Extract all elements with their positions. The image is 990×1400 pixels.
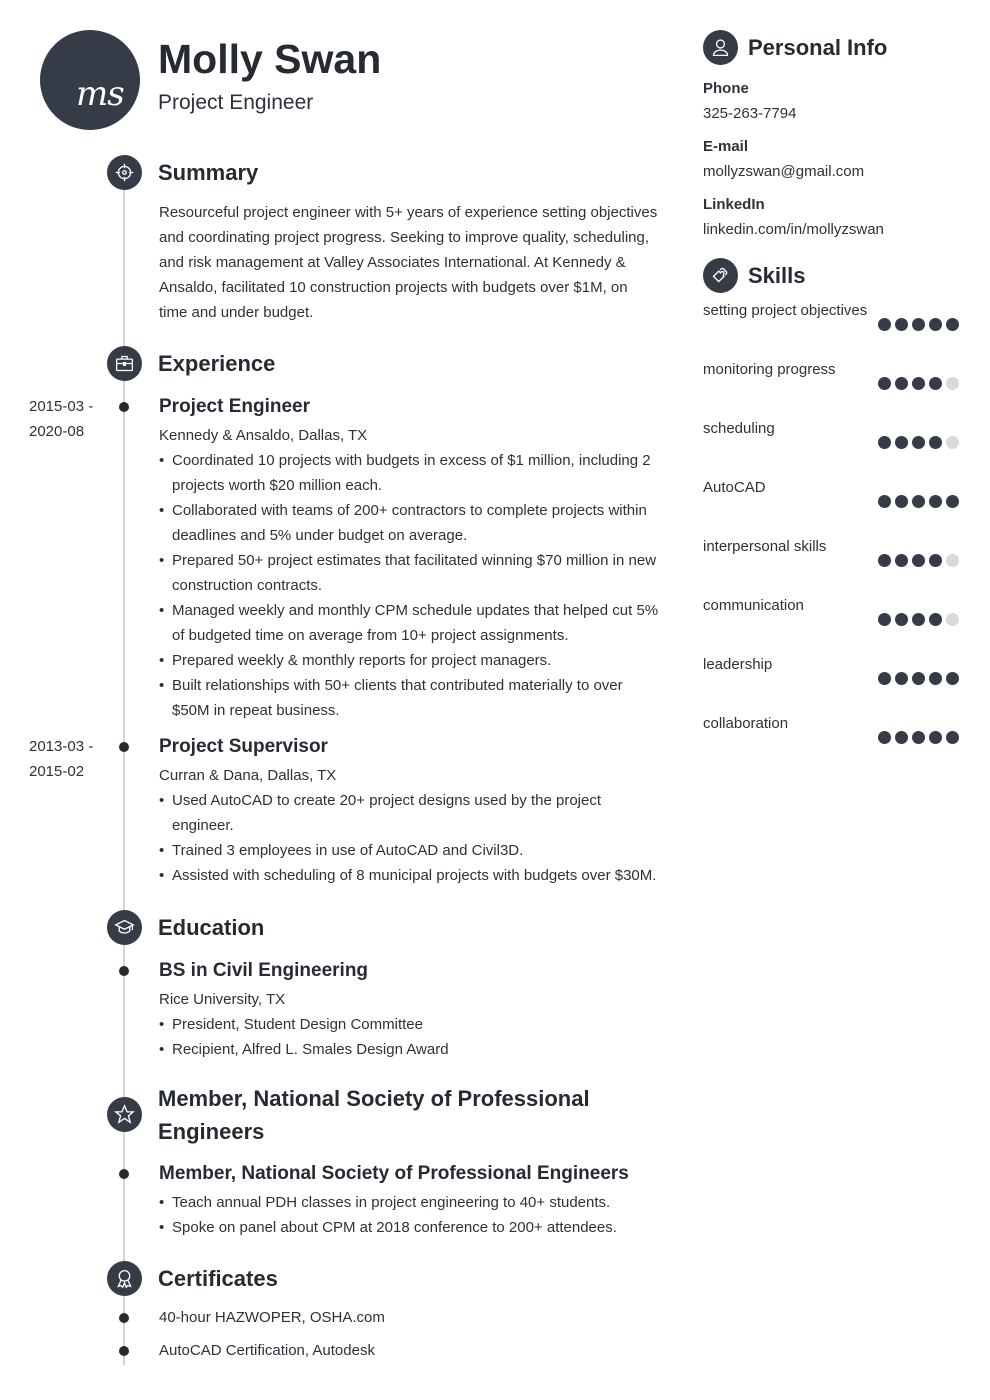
membership-heading: Member, National Society of Professional Engineers — [158, 1086, 590, 1144]
job-bullet: • Prepared 50+ project estimates that facilitated winning $70 million in new construction contracts. — [159, 548, 660, 598]
email-label: E-mail — [703, 138, 749, 155]
rating-dot-filled — [929, 377, 942, 390]
timeline-dot — [119, 1346, 129, 1356]
rating-dot-filled — [878, 554, 891, 567]
job-company: Curran & Dana, Dallas, TX — [159, 767, 337, 784]
rating-dot-filled — [946, 495, 959, 508]
linkedin-value: linkedin.com/in/mollyzswan — [703, 221, 884, 238]
rating-dot-filled — [912, 554, 925, 567]
timeline-dot — [119, 966, 129, 976]
skill-item — [703, 298, 963, 357]
experience-heading: Experience — [158, 351, 276, 376]
rating-dot-filled — [929, 318, 942, 331]
skill-rating — [878, 436, 959, 449]
skill-rating — [878, 672, 959, 685]
rating-dot-filled — [878, 672, 891, 685]
rating-dot-empty — [946, 613, 959, 626]
membership-section — [0, 1081, 670, 1240]
rating-dot-filled — [912, 495, 925, 508]
certificate-name: AutoCAD Certification, Autodesk — [159, 1342, 375, 1359]
linkedin-label: LinkedIn — [703, 196, 765, 213]
rating-dot-filled — [912, 377, 925, 390]
rating-dot-filled — [895, 613, 908, 626]
skill-name: leadership — [703, 656, 773, 673]
job-bullet: • Used AutoCAD to create 20+ project designs used by the project engineer. — [159, 788, 660, 838]
certificates-heading: Certificates — [158, 1266, 278, 1291]
graduation-cap-icon — [107, 910, 142, 945]
job-entry — [29, 734, 660, 888]
skill-item — [703, 475, 963, 534]
rating-dot-filled — [878, 436, 891, 449]
skill-rating — [878, 495, 959, 508]
rating-dot-empty — [946, 377, 959, 390]
job-date: 2013-03 - 2015-02 — [29, 738, 94, 780]
rating-dot-filled — [929, 731, 942, 744]
school: Rice University, TX — [159, 991, 286, 1008]
membership-title: Member, National Society of Professional Engineers — [159, 1163, 629, 1184]
job-bullet: • Assisted with scheduling of 8 municipal projects with budgets over $30M. — [159, 863, 660, 888]
rating-dot-filled — [929, 613, 942, 626]
summary-heading: Summary — [158, 160, 259, 185]
experience-section — [0, 346, 670, 888]
rating-dot-filled — [878, 613, 891, 626]
rating-dot-filled — [929, 672, 942, 685]
rating-dot-filled — [912, 672, 925, 685]
skill-item — [703, 711, 963, 770]
rating-dot-filled — [895, 495, 908, 508]
puzzle-icon — [703, 258, 738, 293]
rating-dot-empty — [946, 554, 959, 567]
job-entry — [29, 394, 660, 723]
job-date: 2015-03 - 2020-08 — [29, 398, 94, 440]
membership-bullet: • Teach annual PDH classes in project engineering to 40+ students. — [159, 1190, 660, 1215]
rating-dot-filled — [895, 554, 908, 567]
skill-name: AutoCAD — [703, 479, 766, 496]
membership-bullet: • Spoke on panel about CPM at 2018 conference to 200+ attendees. — [159, 1215, 660, 1240]
rating-dot-filled — [878, 318, 891, 331]
timeline-dot — [119, 742, 129, 752]
skill-rating — [878, 554, 959, 567]
rating-dot-filled — [929, 495, 942, 508]
rating-dot-filled — [912, 613, 925, 626]
job-bullet: • Coordinated 10 projects with budgets in excess of $1 million, including 2 projects worth $20 million each. — [159, 448, 660, 498]
rating-dot-filled — [946, 731, 959, 744]
education-heading: Education — [158, 915, 265, 940]
rating-dot-filled — [895, 731, 908, 744]
job-title: Project Supervisor — [159, 736, 328, 757]
candidate-name: Molly Swan — [158, 36, 382, 82]
star-icon — [107, 1097, 142, 1132]
rating-dot-filled — [878, 495, 891, 508]
target-icon — [107, 155, 142, 190]
rating-dot-filled — [946, 672, 959, 685]
person-icon — [703, 30, 738, 65]
certificate-name: 40-hour HAZWOPER, OSHA.com — [159, 1309, 385, 1326]
skill-rating — [878, 731, 959, 744]
rating-dot-filled — [912, 731, 925, 744]
job-company: Kennedy & Ansaldo, Dallas, TX — [159, 427, 368, 444]
email-value: mollyzswan@gmail.com — [703, 163, 865, 180]
skill-item — [703, 652, 963, 711]
skill-name: collaboration — [703, 715, 789, 732]
job-title: Project Engineer — [159, 396, 310, 417]
education-bullet: • President, Student Design Committee — [159, 1012, 660, 1037]
rating-dot-filled — [895, 318, 908, 331]
timeline-dot — [119, 1169, 129, 1179]
phone-label: Phone — [703, 80, 749, 97]
rating-dot-filled — [912, 436, 925, 449]
degree: BS in Civil Engineering — [159, 960, 369, 981]
job-bullet: • Built relationships with 50+ clients that contributed materially to over $50M in repeat business. — [159, 673, 660, 723]
skill-item — [703, 357, 963, 416]
personal-info-heading: Personal Info — [748, 35, 888, 60]
certificate-item — [159, 1305, 660, 1330]
skill-name: setting project objectives — [703, 302, 868, 319]
rating-dot-empty — [946, 436, 959, 449]
candidate-title: Project Engineer — [158, 91, 314, 114]
certificates-section — [0, 1261, 670, 1363]
job-bullet: • Managed weekly and monthly CPM schedule updates that helped cut 5% of budgeted time on average from 10+ project assignments. — [159, 598, 660, 648]
sidebar — [703, 30, 963, 770]
award-ribbon-icon — [107, 1261, 142, 1296]
skill-item — [703, 416, 963, 475]
education-bullet: • Recipient, Alfred L. Smales Design Award — [159, 1037, 660, 1062]
rating-dot-filled — [895, 436, 908, 449]
skill-name: scheduling — [703, 420, 775, 437]
rating-dot-filled — [946, 318, 959, 331]
membership-entry — [159, 1161, 660, 1240]
timeline-dot — [119, 1313, 129, 1323]
skill-rating — [878, 613, 959, 626]
avatar-initials: ms — [76, 74, 124, 114]
skill-name: interpersonal skills — [703, 538, 827, 555]
education-section — [0, 910, 670, 1062]
summary-section — [0, 155, 670, 325]
rating-dot-filled — [878, 731, 891, 744]
rating-dot-filled — [895, 377, 908, 390]
job-bullet: • Trained 3 employees in use of AutoCAD and Civil3D. — [159, 838, 660, 863]
phone-value: 325-263-7794 — [703, 105, 797, 122]
job-bullet: • Collaborated with teams of 200+ contractors to complete projects within deadlines and 5% under budget on average. — [159, 498, 660, 548]
skill-item — [703, 593, 963, 652]
skill-item — [703, 534, 963, 593]
skill-rating — [878, 377, 959, 390]
briefcase-icon — [107, 346, 142, 381]
skill-rating — [878, 318, 959, 331]
rating-dot-filled — [895, 672, 908, 685]
rating-dot-filled — [878, 377, 891, 390]
skills-heading: Skills — [748, 263, 806, 288]
skills-list — [703, 298, 963, 770]
rating-dot-filled — [929, 554, 942, 567]
rating-dot-filled — [929, 436, 942, 449]
avatar — [40, 30, 140, 130]
timeline-dot — [119, 402, 129, 412]
rating-dot-filled — [912, 318, 925, 331]
skill-name: communication — [703, 597, 804, 614]
education-entry — [159, 958, 660, 1062]
summary-text: Resourceful project engineer with 5+ years of experience setting objectives and coordinating project progress. Seeking to improve quality, scheduling, and risk management at Valley Associates International. At Kennedy & Ansaldo, facilitated 10 construction projects with budgets over $1M, on time and under budget. — [159, 204, 658, 321]
certificate-item — [159, 1338, 660, 1363]
job-bullet: • Prepared weekly & monthly reports for project managers. — [159, 648, 660, 673]
skill-name: monitoring progress — [703, 361, 836, 378]
